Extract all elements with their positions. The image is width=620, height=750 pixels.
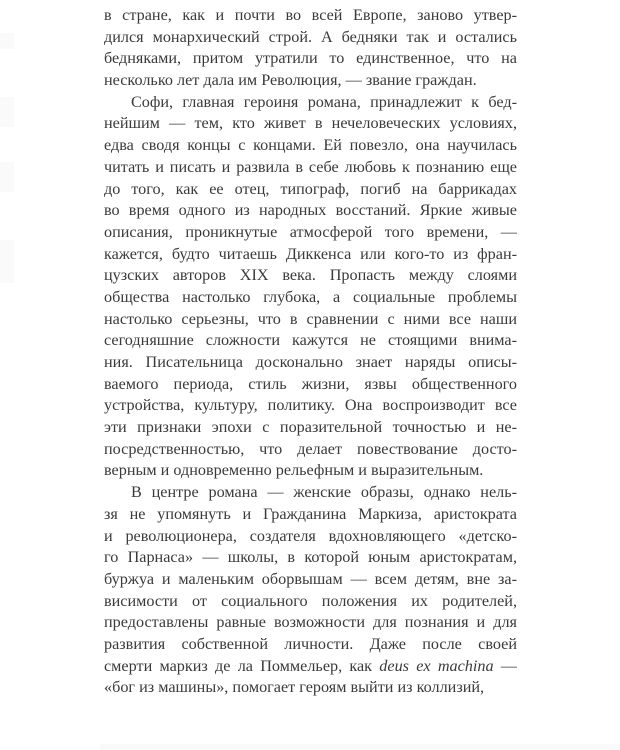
text-line: устройства, культуру, политику. Она воспроизводит все [104, 396, 517, 415]
text-line: ния. Писательница досконально знает наряды описы- [104, 353, 517, 371]
text-line: В центре романа — женские образы, однако нель- [131, 483, 517, 502]
text-line: настолько серьезны, что в сравнении с ними все наши [104, 309, 517, 328]
text-line: и революционера, создателя вдохновляющего «детско- [104, 526, 517, 545]
text-line: до того, как ее отец, типограф, погиб на баррикадах [104, 179, 517, 198]
text-line: едва сводя концы с концами. Ей повезло, она научилась [104, 136, 517, 155]
page-text [104, 5, 517, 699]
text-line: буржуа и маленьким оборвышам — всем детям, вне за- [104, 569, 517, 588]
text-line: развития собственной личности. Даже после своей [104, 634, 517, 653]
text-line: висимости от социального положения их родителей, [104, 591, 517, 610]
text-line: верным и одновременно рельефным и выразительным. [104, 461, 484, 480]
text-line: предоставлены равные возможности для познания и для [104, 613, 517, 632]
text-line: сегодняшние сложности кажутся не стоящими внима- [104, 331, 517, 350]
page-edge-shading [0, 240, 14, 283]
text-line: в стране, как и почти во всей Европе, заново утвер- [104, 6, 517, 24]
text-line: цузских авторов XIX века. Пропасть между слоями [104, 266, 517, 285]
text-line: бедняками, притом утратили то единственное, что на [104, 49, 517, 68]
text-line: читать и писать и развила в себе любовь к познанию еще [104, 157, 517, 176]
text-line: общества настолько глубока, а социальные проблемы [104, 287, 517, 306]
page-edge-shading [0, 162, 14, 192]
text-line: посредственностью, что делает повествование досто- [104, 439, 517, 458]
text-line: смерти маркиз де ла Поммельер, как deus ex machina — [104, 656, 517, 675]
page-edge-shading [0, 97, 14, 127]
text-line: во время одного из народных восстаний. Яркие живые [104, 201, 517, 220]
text-line: зя не упомянуть и Гражданина Маркиза, аристократа [104, 504, 517, 523]
text-line: «бог из машины», помогает героям выйти из коллизий, [104, 678, 485, 697]
text-line: Софи, главная героиня романа, принадлежит к бед- [131, 92, 517, 111]
text-line: ваемого периода, стиль жизни, язвы общественного [104, 374, 517, 393]
text-line: дился монархический строй. А бедняки так и остались [104, 27, 517, 46]
page-edge-shading [100, 744, 620, 750]
text-line: несколько лет дала им Революция, — звание граждан. [104, 71, 477, 90]
text-line: эти признаки эпохи с поразительной точностью и не- [104, 418, 517, 437]
text-line: описания, проникнутые атмосферой того времени, — [104, 222, 517, 241]
text-line: нейшим — тем, кто живет в нечеловеческих условиях, [104, 114, 517, 133]
page-edge-shading [0, 33, 14, 49]
text-line: кажется, будто читаешь Диккенса или кого-то из фран- [104, 244, 517, 263]
text-line: го Парнаса» — школы, в которой юным аристократам, [104, 548, 517, 567]
